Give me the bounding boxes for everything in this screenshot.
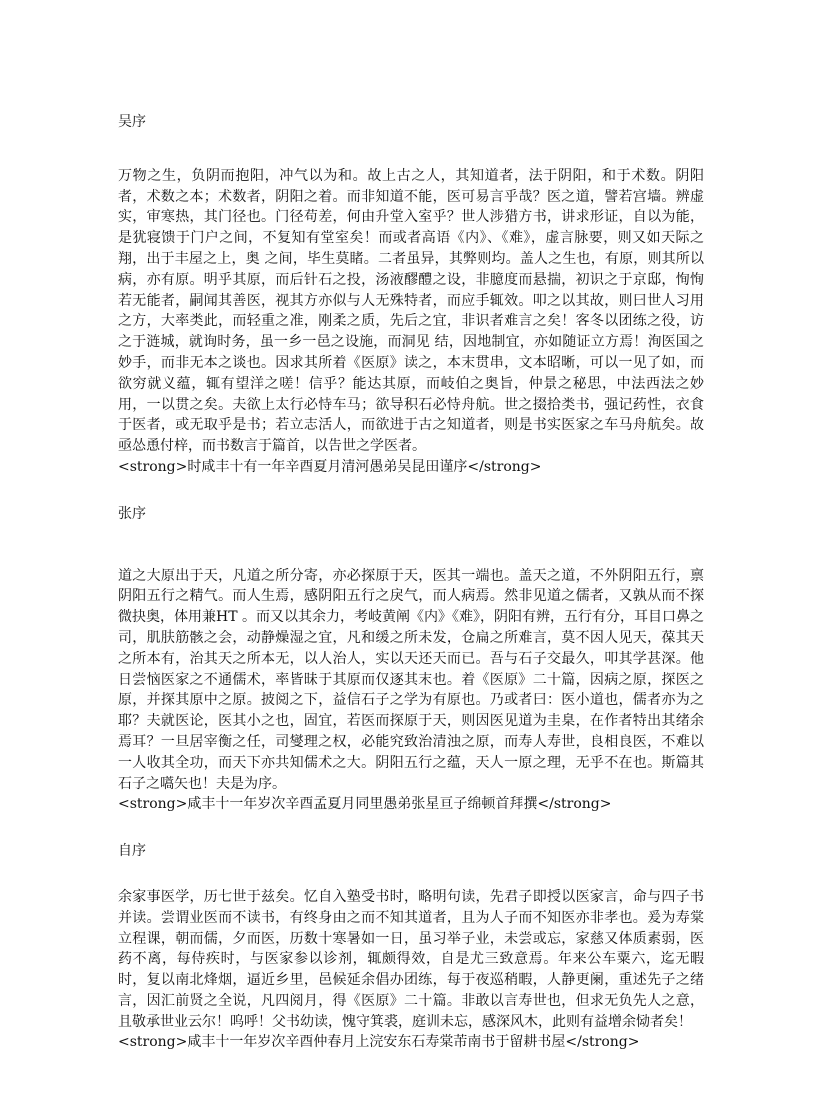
section-heading-zhang-preface: 张序 (118, 505, 146, 522)
zhang-preface-signature: <strong>咸丰十一年岁次辛酉孟夏月同里愚弟张星亘子绵顿首拜撰</strong> (118, 796, 612, 813)
section-heading-wu-preface: 吴序 (118, 114, 146, 130)
zhang-preface-body: 道之大原出于天，凡道之所分寄，亦必探原于天，医其一端也。盖天之道，不外阴阳五行，禀阴阳五行之精气。而人生焉，感阴阳五行之戾气，而人病焉。然非见道之儒者，又孰从而不探微抉奥，体用兼HT 。而又以其余力，考岐黄阐《内》《难》，阴阳有辨，五行有分，耳目口鼻之司，肌肤筋骸之会，动静燥湿之宜，凡和缓之所未发，仓扁之所难言，莫不因人见天，葆其天之所本有，治其天之所本无，以人治人，实以天还天而已。吾与石子交最久，叩其学甚深。他日尝恼医家之不通儒术，率皆昧于其原而仅逐其末也。着《医原》二十篇，因病之原，探医之原，并探其原中之原。披阅之下，益信石子之学为有原也。乃或者曰：医小道也，儒者亦为之耶？夫就医论，医其小之也，固宜，若医而探原于天，则因医见道为圭臬，在作者特出其绪余焉耳？一旦居宰衡之任，司燮理之权，必能究致治清浊之原，而寿人寿世，良相良医，不难以一人收其全功，而天下亦共知儒术之大。阴阳五行之蕴，天人一原之理，无乎不在也。斯篇其石子之嚆矢也！夫是为序。 (118, 567, 704, 792)
author-preface-signature: <strong>咸丰十一年岁次辛酉仲春月上浣安东石寿棠芾南书于留耕书屋</strong> (118, 1034, 640, 1051)
section-heading-author-preface: 自序 (118, 843, 146, 860)
wu-preface-body: 万物之生，负阴而抱阳，冲气以为和。故上古之人，其知道者，法于阴阳，和于术数。阴阳者，术数之本；术数者，阴阳之着。而非知道不能，医可易言乎哉？医之道，譬若宫墙。辨虚实，审寒热，其门径也。门径苟差，何由升堂入室乎？世人涉猎方书，讲求形证，自以为能，是犹寝馈于门户之间，不复知有堂室矣！而或者高语《内》、《难》，虚言脉要，则又如天际之翔，出于丰屋之上，奥 之间，毕生莫睹。二者虽异，其弊则均。盖人之生也，有原，则其所以病，亦有原。明乎其原，而后针石之投，汤液醪醴之设，非臆度而悬揣，初识之于京邸，恂恂若无能者，嗣闻其善医，视其方亦似与人无殊特者，而应手辄效。叩之以其故，则曰世人习用之方，大率类此，而轻重之准，刚柔之质，先后之宜，非识者难言之矣！客冬以团练之役，访之于涟城，就询时务，虽一乡一邑之设施，而洞见 结，因地制宜，亦如随证立方焉！洵医国之妙手，而非无本之谈也。因求其所着《医原》读之，本末贯串，文本昭晰，可以一见了如，而欲穷就义蕴，辄有望洋之嗟！信乎？能达其原，而岐伯之奥旨，仲景之秘思，中法西法之妙用，一以贯之矣。夫欲上太行必恃车马；欲导积石必恃舟航。世之掇拾类书，强记药性，衣食于医者，或无取乎是书；若立志活人，而欲进于古之知道者，则是书实医家之车马舟航矣。故亟怂恿付梓，而书数言于篇首，以告世之学医者。 (118, 167, 704, 455)
author-preface-body: 余家事医学，历七世于兹矣。忆自入塾受书时，略明句读，先君子即授以医家言，命与四子书并读。尝谓业医而不读书，有终身由之而不知其道者，且为人子而不知医亦非孝也。爰为寿棠立程课，朝而儒，夕而医，历数十寒暑如一日，虽习举子业，未尝或忘，家慈又体质素弱，医药不离，每侍疾时，与医家参以诊剂，辄颇得效，自是尤三致意焉。年来公车粟六，迄无暇时，复以南北烽烟，逼近乡里，邑候延余倡办团练，每于夜巡稍暇，人静更阑，重述先子之绪言，因汇前贤之全说，凡四阅月，得《医原》二十篇。非敢以言寿世也，但求无负先人之意，且敬承世业云尔！呜呼！父书幼读，愧守箕裘，庭训未忘，感深风木，此则有益增余恸者矣！ (118, 888, 704, 1030)
wu-preface-signature: <strong>时咸丰十有一年辛酉夏月清河愚弟吴昆田谨序</strong> (118, 458, 542, 475)
